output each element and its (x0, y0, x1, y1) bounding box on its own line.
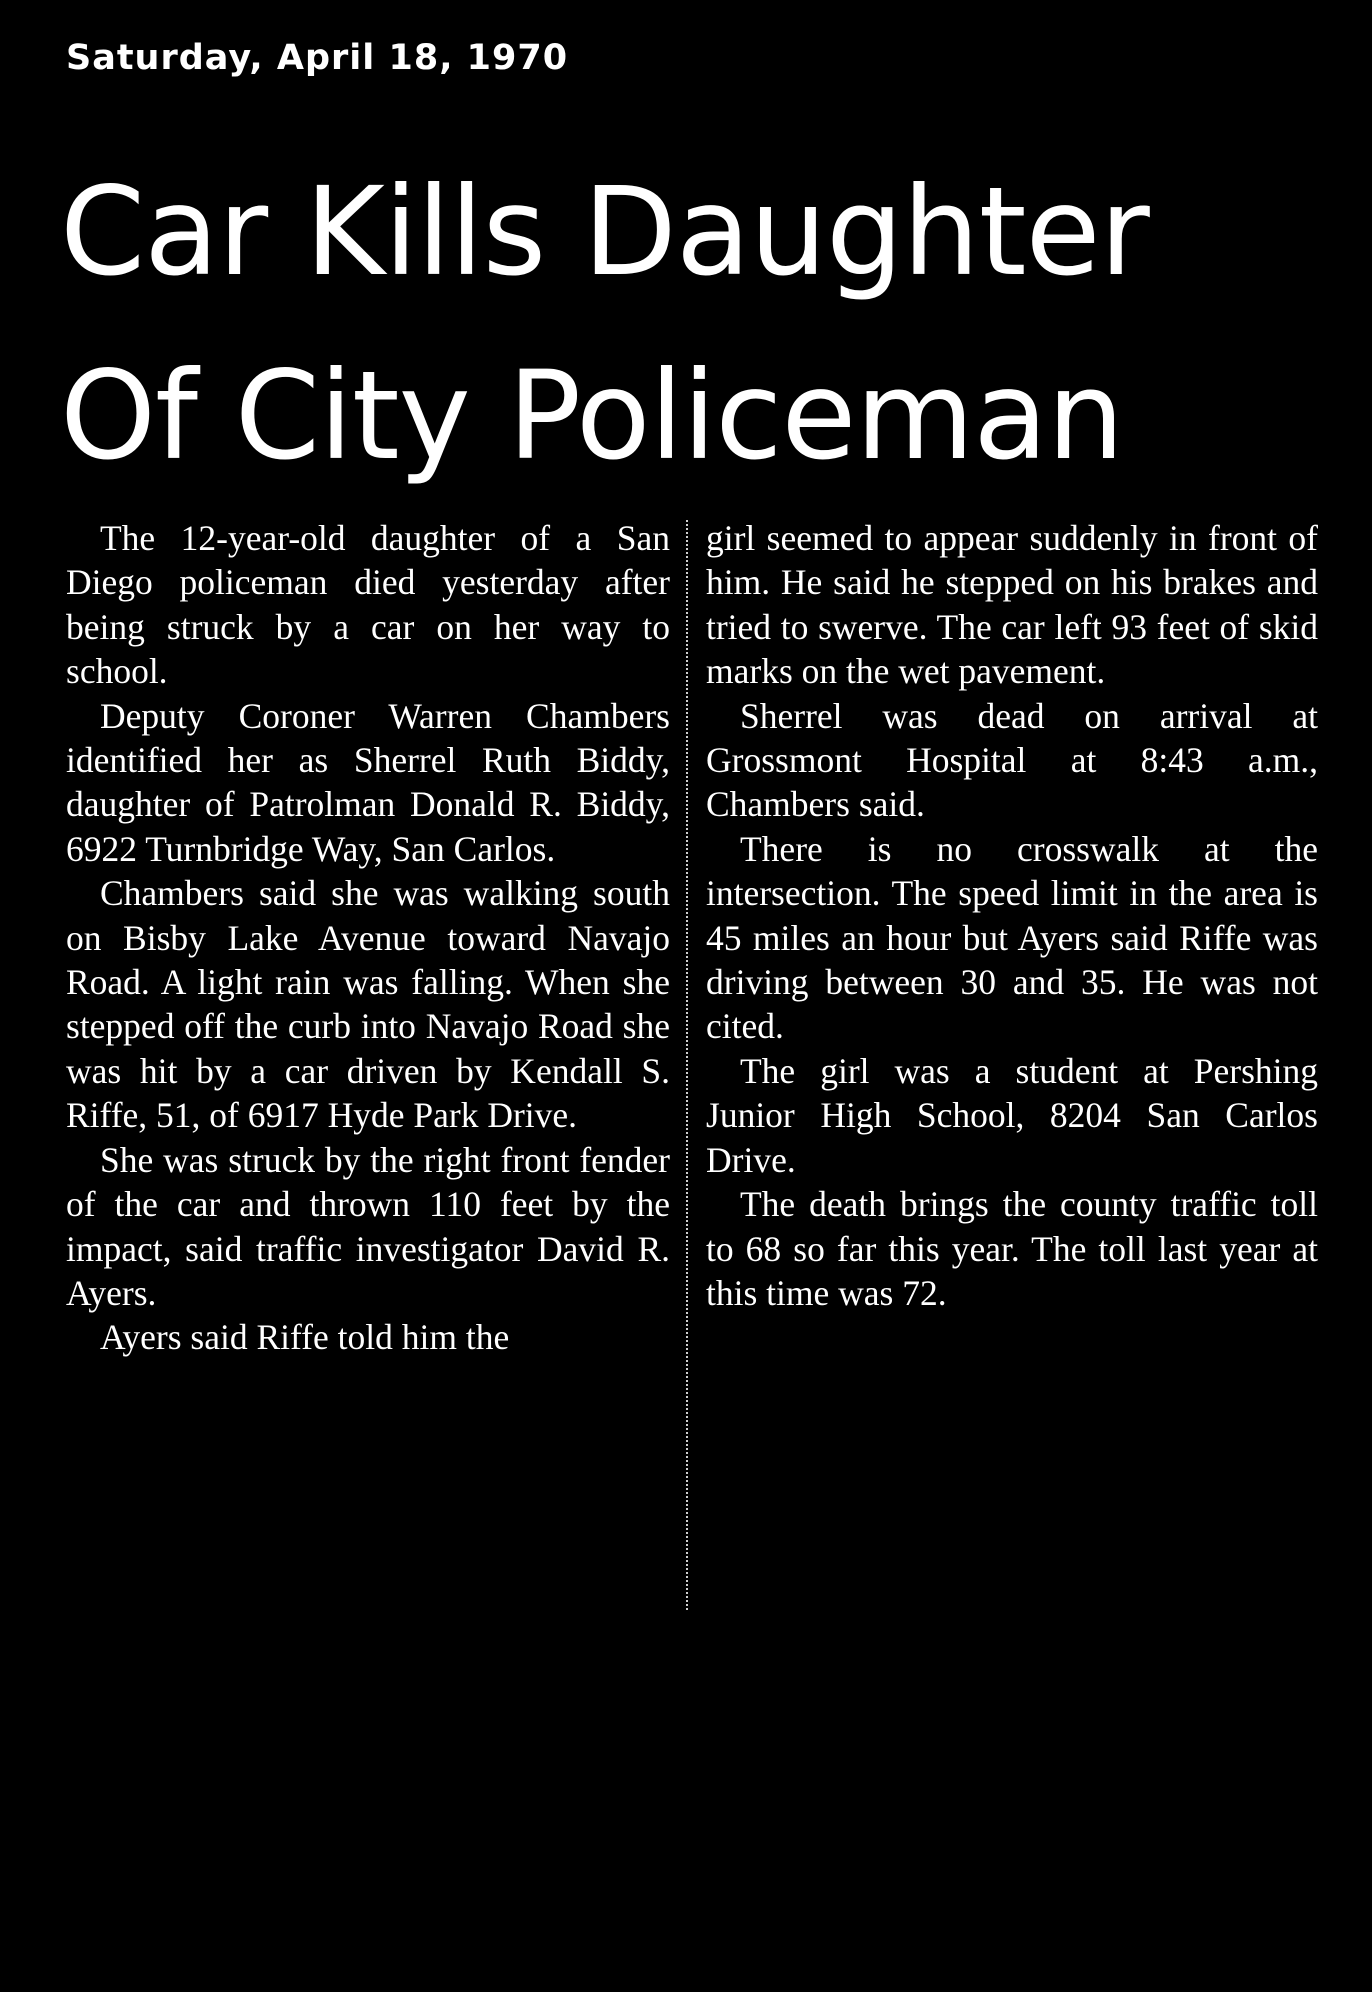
article-paragraph: The death brings the county traffic toll to 68 so far this year. The toll last year at this time was 72. (706, 1184, 1318, 1313)
article-right-column (706, 516, 1318, 1315)
column-divider (686, 520, 688, 1610)
article-paragraph: Ayers said Riffe told him the (100, 1317, 510, 1358)
article-paragraph: She was struck by the right front fender of the car and thrown 110 feet by the impact, said traffic investigator David R. Ayers. (66, 1139, 670, 1313)
article-paragraph: Sherrel was dead on arrival at Grossmont Hospital at 8:43 a.m., Chambers said. (706, 695, 1318, 825)
article-paragraph: Deputy Coroner Warren Chambers identified her as Sherrel Ruth Biddy, daughter of Patrolman Donald R. Biddy, 6922 Turnbridge Way, San Carlos. (66, 695, 670, 869)
article-paragraph: The girl was a student at Pershing Junior High School, 8204 San Carlos Drive. (706, 1050, 1318, 1180)
headline (60, 140, 1340, 508)
article-left-column (66, 516, 670, 1360)
article-paragraph: Chambers said she was walking south on Bisby Lake Avenue toward Navajo Road. A light rain was falling. When she stepped off the curb into Navajo Road she was hit by a car driven by Kendall S. Riffe, 51, of 6917 Hyde Park Drive. (66, 873, 670, 1136)
headline-line-2: Of City Policeman (60, 345, 1124, 487)
article-paragraph: girl seemed to appear suddenly in front of him. He said he stepped on his brakes and tried to swerve. The car left 93 feet of skid marks on the wet pavement. (706, 518, 1318, 692)
article-paragraph: The 12-year-old daughter of a San Diego policeman died yesterday after being struck by a car on her way to school. (66, 518, 670, 692)
headline-line-1: Car Kills Daughter (60, 161, 1149, 303)
dateline: Saturday, April 18, 1970 (66, 38, 569, 78)
article-paragraph: There is no crosswalk at the intersection. The speed limit in the area is 45 miles an hour but Ayers said Riffe was driving between 30 and 35. He was not cited. (706, 828, 1318, 1047)
